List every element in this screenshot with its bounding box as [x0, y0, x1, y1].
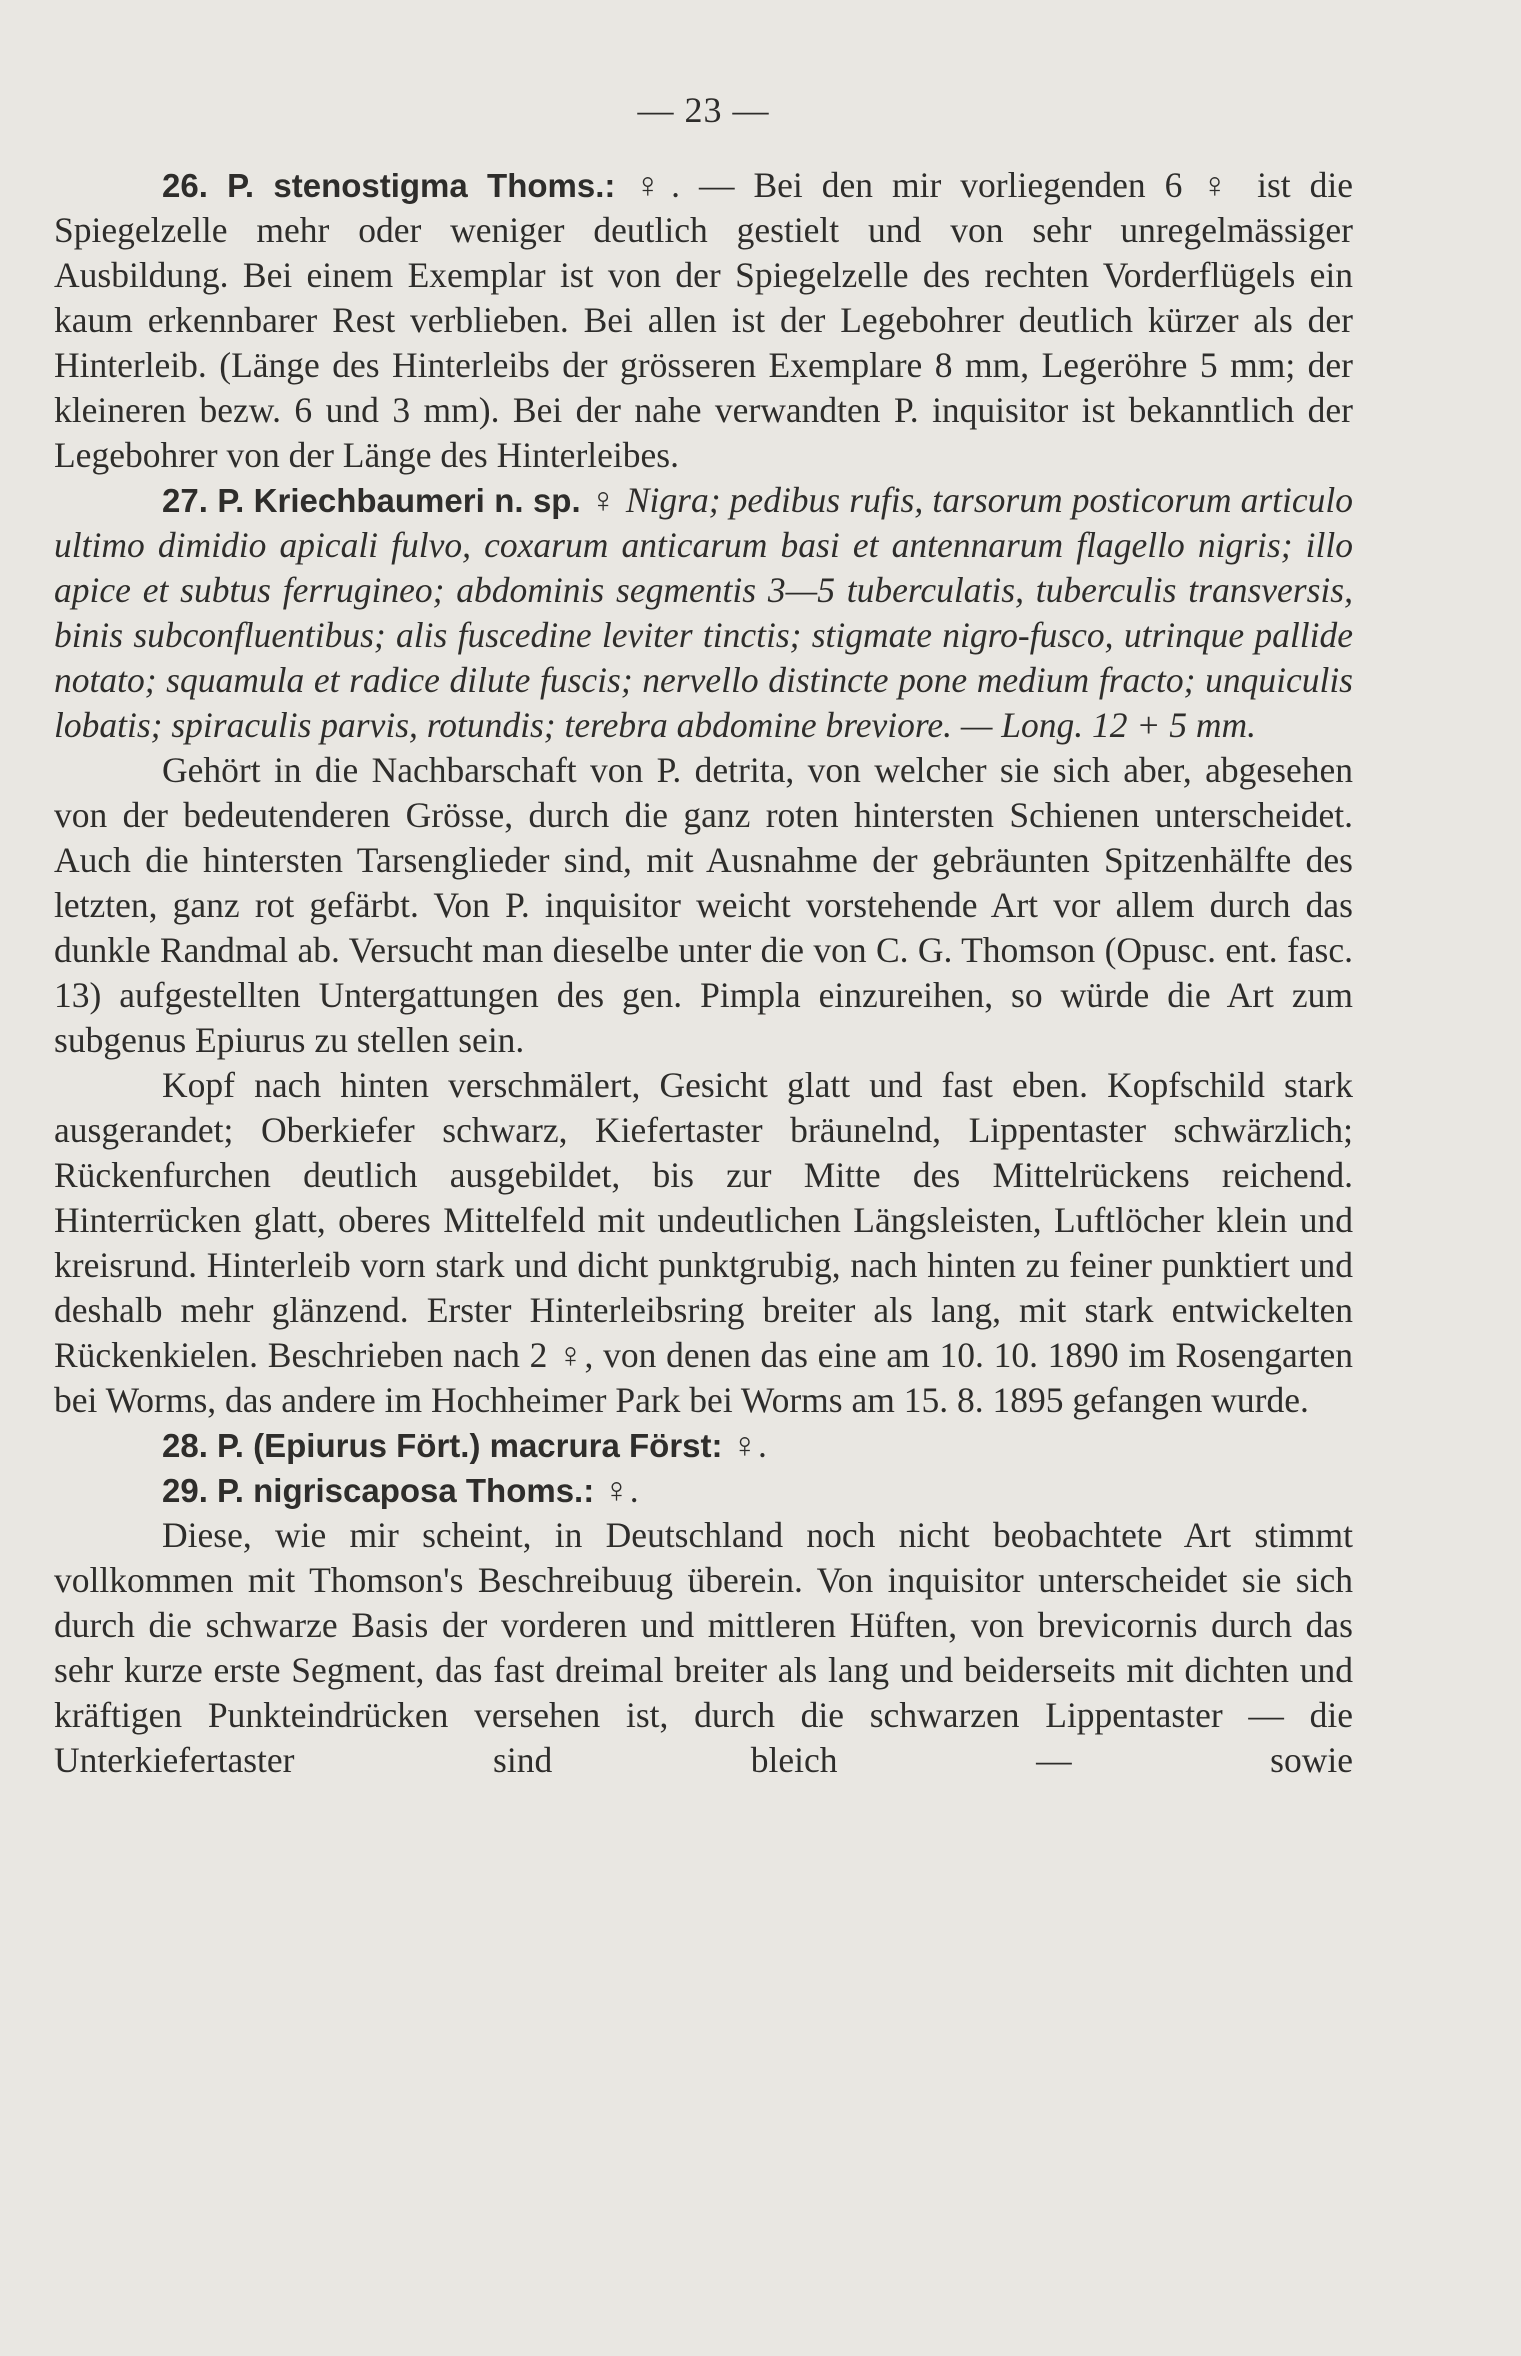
species-26-paragraph [54, 163, 1353, 478]
page-number: — 23 — [637, 90, 770, 130]
species-29-heading: 29. P. nigriscaposa Thoms.: [162, 1472, 595, 1509]
species-26-heading: 26. P. stenostigma Thoms.: [162, 167, 616, 204]
species-27-paragraph-1: Gehört in die Nachbarschaft von P. detrita, von welcher sie sich aber, abgesehen von der bedeutenderen Grösse, durch die ganz roten hintersten Schienen unterscheidet. Auch die hintersten Tarsenglieder sind, mit Ausnahme der gebräunten Spitzenhälfte des letzten, ganz rot gefärbt. Von P. inquisitor weicht vorstehende Art vor allem durch das dunkle Randmal ab. Versucht man dieselbe unter die von C. G. Thomson (Opusc. ent. fasc. 13) aufgestellten Untergattungen des gen. Pimpla einzureihen, so würde die Art zum subgenus Epiurus zu stellen sein. [54, 750, 1353, 1060]
species-27-heading: 27. P. Kriechbaumeri n. sp. [162, 482, 581, 519]
species-29-line [54, 1468, 1353, 1513]
species-28-sex-symbol: ♀. [731, 1425, 767, 1465]
species-27-diagnosis [54, 478, 1353, 748]
species-27-latin-diagnosis: Nigra; pedibus rufis, tarsorum posticorum articulo ultimo dimidio apicali fulvo, coxarum anticarum basi et antennarum flagello nigris; illo apice et subtus ferrugineo; abdominis segmentis 3—5 tuberculatis, tuberculis transversis, binis subconfluentibus; alis fuscedine leviter tinctis; stigmate nigro-fusco, utrinque pallide notato; squamula et radice dilute fuscis; nervello distincte pone medium fracto; unquiculis lobatis; spiraculis parvis, rotundis; terebra abdomine breviore. — Long. 12 + 5 mm. [54, 480, 1354, 745]
species-27-paragraph-2: Kopf nach hinten verschmälert, Gesicht glatt und fast eben. Kopfschild stark ausgerandet; Oberkiefer schwarz, Kiefertaster bräunelnd, Lippentaster schwärzlich; Rückenfurchen deutlich ausgebildet, bis zur Mitte des Mittelrückens reichend. Hinterrücken glatt, oberes Mittelfeld mit undeutlichen Längsleisten, Luftlöcher klein und kreisrund. Hinterleib vorn stark und dicht punktgrubig, nach hinten zu feiner punktiert und deshalb mehr glänzend. Erster Hinterleibsring breiter als lang, mit stark entwickelten Rückenkielen. Beschrieben nach 2 ♀, von denen das eine am 10. 10. 1890 im Rosengarten bei Worms, das andere im Hochheimer Park bei Worms am 15. 8. 1895 gefangen wurde. [54, 1065, 1353, 1420]
species-28-line [54, 1423, 1353, 1468]
species-26-text: ♀. — Bei den mir vorliegenden 6 ♀ ist die Spiegelzelle mehr oder weniger deutlich gestielt und von sehr unregelmässiger Ausbildung. Bei einem Exemplar ist von der Spiegelzelle des rechten Vorderflügels ein kaum erkennbarer Rest verblieben. Bei allen ist der Legebohrer deutlich kürzer als der Hinterleib. (Länge des Hinterleibs der grösseren Exemplare 8 mm, Legeröhre 5 mm; der kleineren bezw. 6 und 3 mm). Bei der nahe verwandten P. inquisitor ist bekanntlich der Legebohrer von der Länge des Hinterleibes. [54, 165, 1353, 475]
species-28-heading: 28. P. (Epiurus Fört.) macrura Först: [162, 1427, 723, 1464]
species-27-sex-symbol: ♀ [589, 480, 617, 520]
species-29-paragraph: Diese, wie mir scheint, in Deutschland noch nicht beobachtete Art stimmt vollkommen mit Thomson's Beschreibuug überein. Von inquisitor unterscheidet sie sich durch die schwarze Basis der vorderen und mittleren Hüften, von brevicornis durch das sehr kurze erste Segment, das fast dreimal breiter als lang und beiderseits mit dichten und kräftigen Punkteindrücken versehen ist, durch die schwarzen Lippentaster — die Unterkiefertaster sind bleich — sowie [54, 1515, 1353, 1780]
species-29-sex-symbol: ♀. [603, 1470, 639, 1510]
